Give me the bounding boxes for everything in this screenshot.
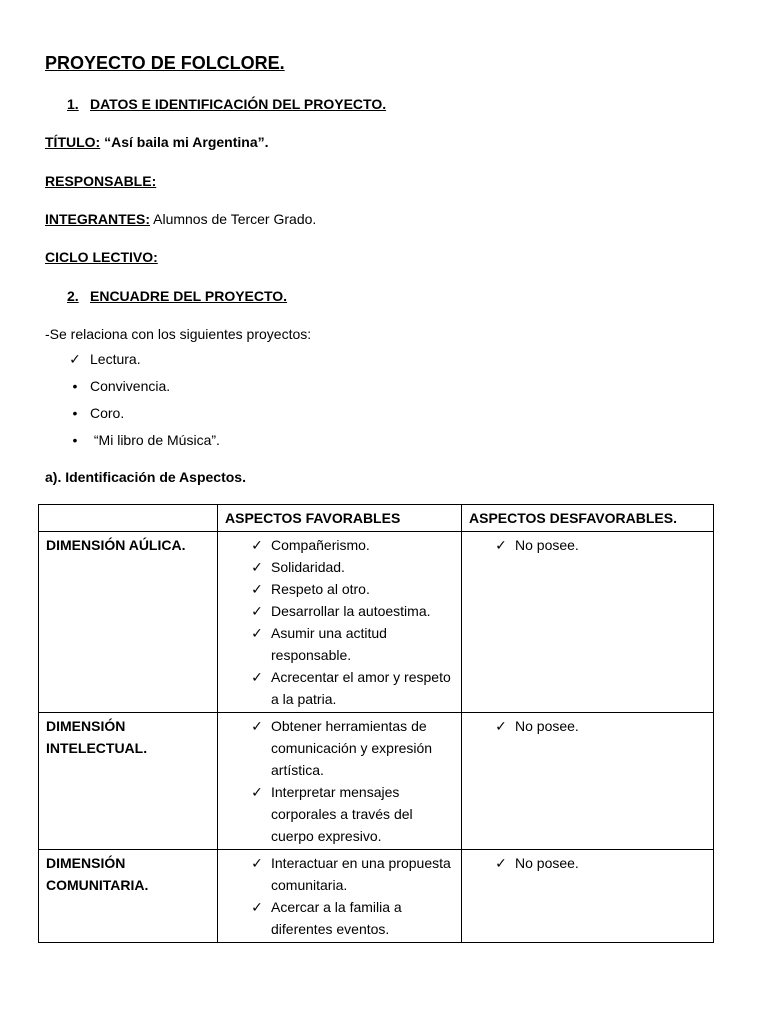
list-item <box>66 431 220 458</box>
checkmark-icon: ✓ <box>251 581 263 597</box>
titulo-label: TÍTULO: <box>45 134 101 150</box>
list-item <box>249 666 454 710</box>
titulo-line <box>45 133 269 151</box>
aspects-heading: a). Identificación de Aspectos. <box>45 469 246 485</box>
favorables-list <box>225 534 454 710</box>
list-item <box>249 600 454 622</box>
list-item <box>493 852 706 874</box>
header-cell-desfavorables: ASPECTOS DESFAVORABLES. <box>462 505 714 532</box>
list-item-text: No posee. <box>515 855 579 871</box>
list-item <box>249 852 454 896</box>
checkmark-icon: ✓ <box>495 855 507 871</box>
list-item-text: Solidaridad. <box>271 559 345 575</box>
list-item <box>66 404 220 431</box>
dimension-cell: DIMENSIÓN INTELECTUAL. <box>39 713 218 850</box>
checkmark-icon: ✓ <box>495 718 507 734</box>
desfavorables-list <box>469 715 706 737</box>
list-item-text: No posee. <box>515 718 579 734</box>
list-item <box>66 350 220 377</box>
checkmark-icon: ✓ <box>69 351 81 367</box>
checkmark-icon: ✓ <box>251 603 263 619</box>
checkmark-icon: ✓ <box>495 537 507 553</box>
bullet-icon: • <box>72 378 78 394</box>
favorables-list <box>225 715 454 847</box>
list-item <box>249 781 454 847</box>
list-item <box>249 896 454 940</box>
list-item <box>249 556 454 578</box>
desfavorables-cell <box>462 713 714 850</box>
list-item <box>493 715 706 737</box>
table-header-row <box>39 505 714 532</box>
table-row <box>39 850 714 943</box>
titulo-value: “Así baila mi Argentina”. <box>104 134 269 150</box>
favorables-list <box>225 852 454 940</box>
list-item-text: Asumir una actitud responsable. <box>271 625 387 663</box>
section-1-heading: DATOS E IDENTIFICACIÓN DEL PROYECTO. <box>90 96 387 112</box>
checkmark-icon: ✓ <box>251 669 263 685</box>
favorables-cell <box>218 713 462 850</box>
list-item-text: “Mi libro de Música”. <box>90 432 220 448</box>
list-item-text: Interactuar en una propuesta comunitaria. <box>271 855 451 893</box>
header-cell-empty <box>39 505 218 532</box>
bullet-icon: • <box>72 405 78 421</box>
related-intro: -Se relaciona con los siguientes proyectos: <box>45 326 312 342</box>
list-item-text: Lectura. <box>90 351 141 367</box>
list-item <box>249 534 454 556</box>
checkmark-icon: ✓ <box>251 899 263 915</box>
favorables-cell <box>218 532 462 713</box>
list-item <box>493 534 706 556</box>
table-row <box>39 532 714 713</box>
integrantes-line <box>45 210 316 228</box>
table-row <box>39 713 714 850</box>
list-item-text: Acercar a la familia a diferentes eventos. <box>271 899 402 937</box>
list-item-text: Obtener herramientas de comunicación y expresión artística. <box>271 718 433 778</box>
list-item <box>249 715 454 781</box>
list-item-text: Desarrollar la autoestima. <box>271 603 431 619</box>
header-cell-favorables: ASPECTOS FAVORABLES <box>218 505 462 532</box>
list-item-text: Compañerismo. <box>271 537 370 553</box>
section-1-number: 1. <box>67 96 79 112</box>
related-projects-list <box>66 350 220 458</box>
checkmark-icon: ✓ <box>251 625 263 641</box>
list-item-text: No posee. <box>515 537 579 553</box>
list-item <box>249 622 454 666</box>
list-item-text: Respeto al otro. <box>271 581 370 597</box>
integrantes-label: INTEGRANTES: <box>45 211 150 227</box>
ciclo-lectivo-label: CICLO LECTIVO: <box>45 249 158 265</box>
section-2-number: 2. <box>67 288 79 304</box>
bullet-icon: • <box>72 432 78 448</box>
integrantes-value: Alumnos de Tercer Grado. <box>153 211 317 227</box>
favorables-cell <box>218 850 462 943</box>
dimension-cell: DIMENSIÓN COMUNITARIA. <box>39 850 218 943</box>
desfavorables-cell <box>462 532 714 713</box>
responsable-label: RESPONSABLE: <box>45 173 157 189</box>
desfavorables-cell <box>462 850 714 943</box>
list-item-text: Coro. <box>90 405 125 421</box>
list-item-text: Interpretar mensajes corporales a través del cuerpo expresivo. <box>271 784 413 844</box>
aspects-table <box>38 504 714 943</box>
desfavorables-list <box>469 534 706 556</box>
dimension-cell: DIMENSIÓN AÚLICA. <box>39 532 218 713</box>
document-title: PROYECTO DE FOLCLORE. <box>45 53 285 73</box>
list-item <box>66 377 220 404</box>
list-item <box>249 578 454 600</box>
checkmark-icon: ✓ <box>251 559 263 575</box>
checkmark-icon: ✓ <box>251 537 263 553</box>
list-item-text: Convivencia. <box>90 378 171 394</box>
section-2-heading: ENCUADRE DEL PROYECTO. <box>90 288 288 304</box>
checkmark-icon: ✓ <box>251 855 263 871</box>
checkmark-icon: ✓ <box>251 784 263 800</box>
list-item-text: Acrecentar el amor y respeto a la patria. <box>271 669 451 707</box>
checkmark-icon: ✓ <box>251 718 263 734</box>
desfavorables-list <box>469 852 706 874</box>
